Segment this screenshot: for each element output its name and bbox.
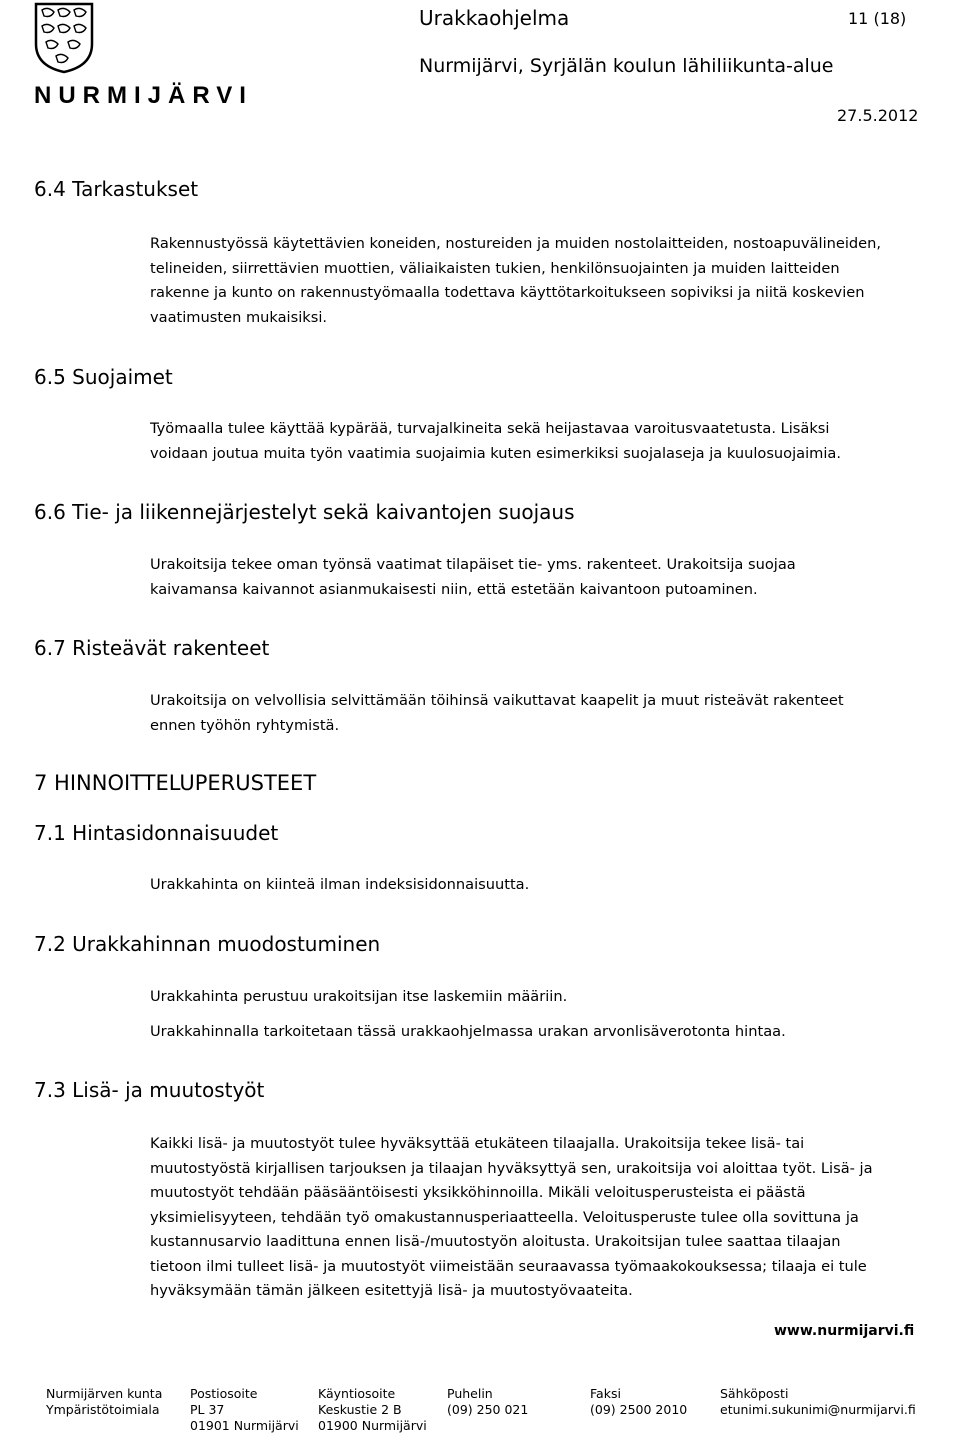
footer-text: PL 37 [190,1402,225,1417]
footer-text: Postiosoite [190,1386,258,1401]
paragraph-line: Urakkahinta perustuu urakoitsijan itse laskemiin määriin. [150,988,568,1005]
footer-text: Puhelin [447,1386,493,1401]
section-paragraph [150,1132,873,1304]
municipal-crest-logo [34,2,94,74]
footer-text: Käyntiosoite [318,1386,396,1401]
section-paragraph [150,553,796,602]
paragraph-line: Kaikki lisä- ja muutostyöt tulee hyväksyttää etukäteen tilaajalla. Urakoitsija tekee lisä- tai [150,1135,805,1152]
document-subtitle: Nurmijärvi, Syrjälän koulun lähiliikunta-alue [419,55,834,77]
paragraph-line: vaatimusten mukaisiksi. [150,308,328,326]
section-heading: 6.6 Tie- ja liikennejärjestelyt sekä kaivantojen suojaus [34,500,575,524]
document-title: Urakkaohjelma [419,6,570,30]
section-heading: 6.4 Tarkastukset [34,177,199,201]
section-paragraph [150,689,844,738]
logo-wordmark: NURMIJÄRVI [34,82,253,109]
footer-column-phone [447,1386,528,1418]
footer-text: (09) 250 021 [447,1402,529,1417]
paragraph-line: voidaan joutua muita työn vaatimia suojaimia kuten esimerkiksi suojalaseja ja kuulosuojaimia. [150,444,842,462]
paragraph-line: Työmaalla tulee käyttää kypärää, turvajalkineita sekä heijastavaa varoitusvaatetusta. Lisäksi [150,420,830,437]
paragraph-line: hyväksymään tämän jälkeen esitettyjä lisä- ja muutostyövaateita. [150,1282,633,1299]
footer-column-email [720,1386,916,1418]
document-date: 27.5.2012 [837,106,919,125]
section-paragraph [150,985,567,1010]
section-heading: 7.2 Urakkahinnan muodostuminen [34,932,381,956]
footer-text: Faksi [590,1386,621,1401]
footer-column-organization [46,1386,162,1418]
footer-text: 01900 Nurmijärvi [318,1418,427,1433]
section-heading: 6.7 Risteävät rakenteet [34,636,270,660]
paragraph-line: Urakkahinnalla tarkoitetaan tässä urakkaohjelmassa urakan arvonlisäverotonta hintaa. [150,1023,786,1040]
paragraph-line: Rakennustyössä käytettävien koneiden, nostureiden ja muiden nostolaitteiden, nostoapuvälineiden, [150,235,882,252]
section-paragraph [150,1020,786,1045]
paragraph-line: telineiden, siirrettävien muottien, väliaikaisten tukien, henkilönsuojainten ja muiden laitteiden [150,259,840,277]
footer-text: Nurmijärven kunta [46,1386,163,1401]
footer-text: Sähköposti [720,1386,789,1401]
website-link[interactable]: www.nurmijarvi.fi [774,1323,915,1339]
paragraph-line: ennen työhön ryhtymistä. [150,716,340,734]
section-heading: 6.5 Suojaimet [34,365,173,389]
section-paragraph [150,232,881,330]
paragraph-line: tietoon ilmi tulleet lisä- ja muutostyöt viimeistään seuraavassa työmaakokouksessa; tilaaja ei tule [150,1257,867,1275]
paragraph-line: rakenne ja kunto on rakennustyömaalla todettava käyttötarkoitukseen sopiviksi ja niitä koskevien [150,284,865,301]
footer-text: (09) 2500 2010 [590,1402,688,1417]
paragraph-line: yksimielisyyteen, tehdään työ omakustannusperiaatteella. Veloitusperuste tulee olla sovittuna ja [150,1208,859,1226]
section-heading: 7.3 Lisä- ja muutostyöt [34,1078,265,1102]
paragraph-line: Urakkahinta on kiinteä ilman indeksisidonnaisuutta. [150,876,530,893]
footer-column-fax [590,1386,687,1418]
footer-column-postal [190,1386,299,1434]
page-number: 11 (18) [848,9,907,28]
section-heading: 7.1 Hintasidonnaisuudet [34,821,279,845]
paragraph-line: muutostyöt tehdään pääsääntöisesti yksikköhinnoilla. Mikäli veloitusperusteista ei päästä [150,1184,806,1201]
paragraph-line: kustannusarvio laadittuna ennen lisä-/muutostyön aloitusta. Urakoitsijan tulee saattaa tilaajan [150,1233,841,1250]
footer-text: Keskustie 2 B [318,1402,402,1417]
paragraph-line: Urakoitsija on velvollisia selvittämään töihinsä vaikuttavat kaapelit ja muut risteävät rakenteet [150,692,844,709]
paragraph-line: kaivamansa kaivannot asianmukaisesti niin, että estetään kaivantoon putoaminen. [150,580,758,598]
chapter-heading: 7 HINNOITTELUPERUSTEET [34,771,317,795]
footer-text: Ympäristötoimiala [46,1402,160,1417]
paragraph-line: Urakoitsija tekee oman työnsä vaatimat tilapäiset tie- yms. rakenteet. Urakoitsija suojaa [150,556,796,573]
paragraph-line: muutostyöstä kirjallisen tarjouksen ja tilaajan hyväksyttyä sen, urakoitsija voi aloittaa työt. Lisä- ja [150,1159,873,1177]
section-paragraph [150,873,529,898]
footer-column-visiting [318,1386,427,1434]
section-paragraph [150,417,841,466]
footer-text[interactable]: etunimi.sukunimi@nurmijarvi.fi [720,1402,916,1417]
footer-text: 01901 Nurmijärvi [190,1418,299,1433]
